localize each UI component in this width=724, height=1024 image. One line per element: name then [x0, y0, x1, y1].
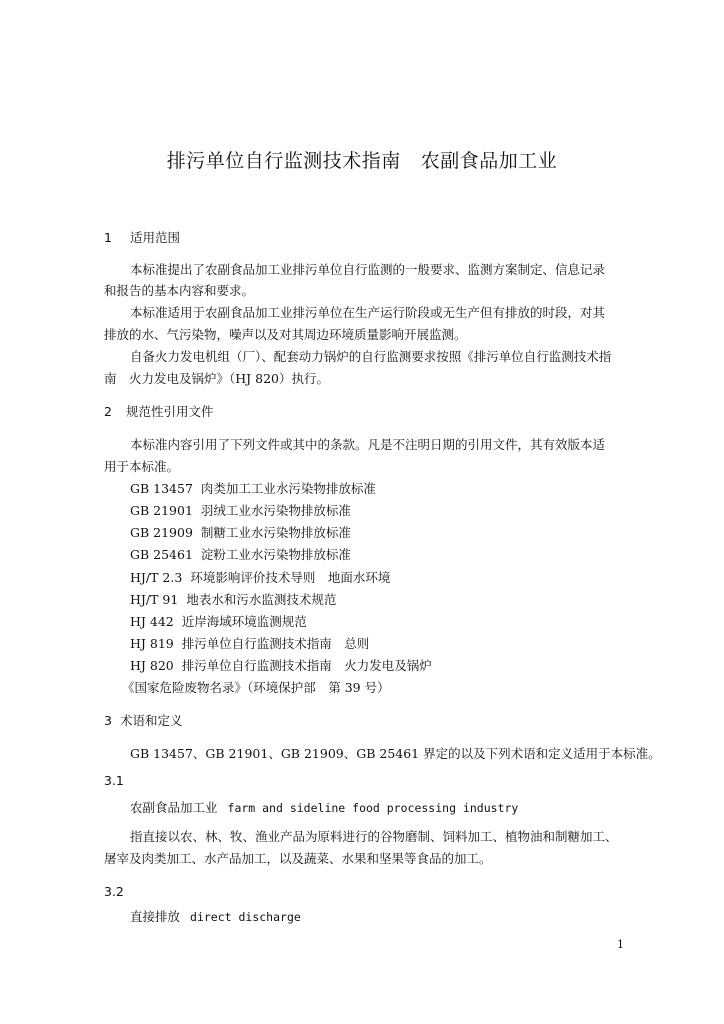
term-3-1-title: [130, 800, 518, 816]
reference-item: GB 21909 制糖工业水污染物排放标准: [130, 525, 351, 540]
term-3-2-english: direct discharge: [190, 910, 301, 924]
section-1-p2-line2: 排放的水、气污染物，噪声以及对其周边环境质量影响开展监测。: [104, 327, 467, 342]
reference-item-directory: 《国家危险废物名录》（环境保护部 第 39 号）: [122, 680, 390, 695]
section-2-number: 2: [104, 404, 112, 419]
term-3-1-definition-line1: 指直接以农、林、牧、渔业产品为原料进行的谷物磨制、饲料加工、植物油和制糖加工、: [130, 829, 618, 844]
term-3-1-english: farm and sideline food processing industry: [227, 801, 519, 815]
reference-item: HJ/T 91 地表水和污水监测技术规范: [130, 592, 337, 607]
term-3-1-chinese: 农副食品加工业: [130, 800, 218, 815]
section-1-heading: [104, 230, 180, 246]
term-3-2-number: 3.2: [104, 884, 124, 899]
section-1-title: 适用范围: [130, 230, 181, 245]
reference-item: GB 13457 肉类加工工业水污染物排放标准: [130, 481, 376, 496]
section-3-heading: [104, 713, 183, 729]
term-3-1-definition-line2: 屠宰及肉类加工、水产品加工，以及蔬菜、水果和坚果等食品的加工。: [104, 851, 492, 866]
section-2-heading: [104, 404, 214, 420]
reference-item: HJ 820 排污单位自行监测技术指南 火力发电及锅炉: [130, 658, 432, 673]
section-1-number: 1: [104, 230, 112, 245]
title-part-2: 农副食品加工业: [420, 150, 558, 172]
section-1-p3-line2: 南 火力发电及锅炉》（HJ 820）执行。: [104, 371, 329, 386]
title-part-1: 排污单位自行监测技术指南: [166, 150, 401, 172]
section-1-p2-line1: 本标准适用于农副食品加工业排污单位在生产运行阶段或无生产但有排放的时段，对其: [130, 305, 606, 320]
reference-item: GB 25461 淀粉工业水污染物排放标准: [130, 547, 351, 562]
section-3-title: 术语和定义: [120, 713, 183, 728]
section-3-intro: GB 13457、GB 21901、GB 21909、GB 25461 界定的以及下列术语和定义适用于本标准。: [130, 746, 661, 761]
section-2-p1-line2: 用于本标准。: [104, 459, 180, 474]
section-1-p1-line2: 和报告的基本内容和要求。: [104, 283, 255, 298]
reference-item: HJ 819 排污单位自行监测技术指南 总则: [130, 636, 370, 651]
reference-item: HJ 442 近岸海域环境监测规范: [130, 614, 307, 629]
document-title: [0, 146, 724, 173]
section-3-number: 3: [104, 713, 112, 728]
section-2-p1-line1: 本标准内容引用了下列文件或其中的条款。凡是不注明日期的引用文件，其有效版本适: [130, 437, 606, 452]
term-3-2-title: [130, 909, 301, 925]
term-3-2-chinese: 直接排放: [130, 909, 181, 924]
page-number: 1: [617, 938, 624, 951]
section-1-p3-line1: 自备火力发电机组（厂）、配套动力锅炉的自行监测要求按照《排污单位自行监测技术指: [130, 349, 612, 364]
section-2-title: 规范性引用文件: [126, 404, 214, 419]
section-1-p1-line1: 本标准提出了农副食品加工业排污单位自行监测的一般要求、监测方案制定、信息记录: [130, 262, 606, 277]
term-3-1-number: 3.1: [104, 773, 124, 788]
reference-item: GB 21901 羽绒工业水污染物排放标准: [130, 503, 351, 518]
reference-item: HJ/T 2.3 环境影响评价技术导则 地面水环境: [130, 570, 391, 585]
